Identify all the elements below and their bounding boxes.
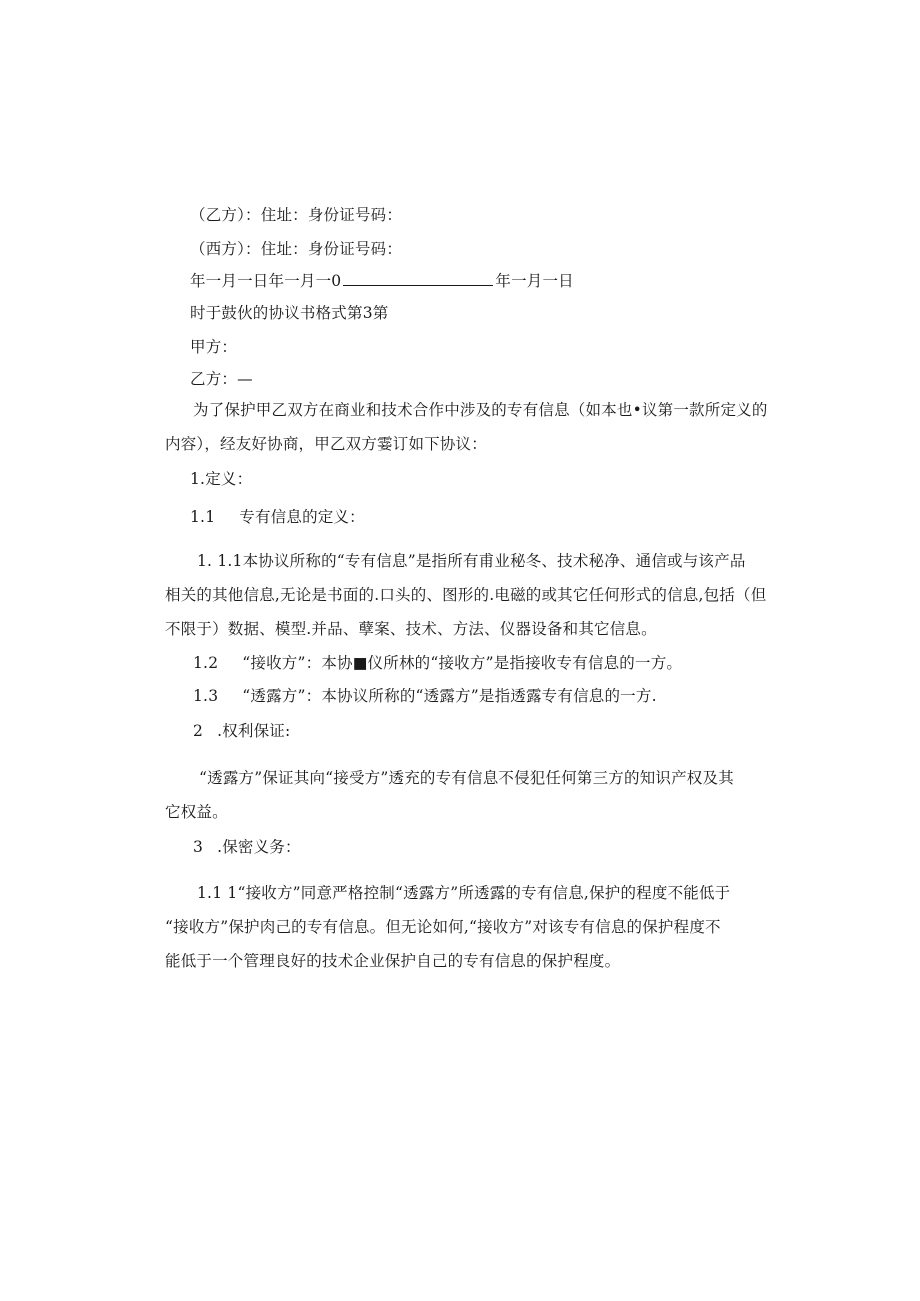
section3-title: .保密义务： bbox=[217, 838, 301, 856]
section2-heading bbox=[193, 720, 290, 742]
clause-1-1-title: 专有信息的定义： bbox=[239, 508, 365, 526]
section3-line-1: 1.1 1“接收方”同意严格控制“透露方”所透露的专有信息,保护的程度不能低于 bbox=[197, 884, 731, 902]
clause-1-1-1-paragraph bbox=[165, 544, 766, 646]
doc-title: 时于鼓伙的协议书格式第3第 bbox=[190, 304, 389, 322]
date-blank bbox=[343, 271, 493, 286]
intro-line-1: 为了保护甲乙双方在商业和技术合作中涉及的专有信息（如本也•议第一款所定义的 bbox=[193, 401, 768, 419]
clause-1-2 bbox=[193, 652, 682, 674]
section2-number: 2 bbox=[193, 722, 204, 740]
clause-1-3-text: “透露方”：本协议所称的“透露方”是指透露专有信息的一方. bbox=[242, 687, 657, 705]
party-c-line: （西方）：住址：身份证号码： bbox=[190, 240, 403, 258]
section2-paragraph bbox=[165, 761, 734, 829]
section3-line-2: “接收方”保护肉己的专有信息。但无论如何,“接收方”对该专有信息的保护程度不 bbox=[165, 918, 721, 936]
section3-paragraph bbox=[165, 876, 730, 978]
clause-1-1 bbox=[190, 506, 365, 528]
clause-1-1-1-line-2: 相关的其他信息,无论是书面的.口头的、图形的.电磁的或其它任何形式的信息,包括（但 bbox=[165, 586, 767, 604]
clause-1-3 bbox=[193, 685, 657, 707]
clause-1-1-1-line-1: 1. 1.1本协议所称的“专有信息”是指所有甫业秘冬、技术秘净、通信或与该产品 bbox=[197, 552, 746, 570]
party-a-label: 甲方： bbox=[190, 338, 238, 356]
clause-1-1-number: 1.1 bbox=[190, 508, 216, 526]
clause-1-2-number: 1.2 bbox=[193, 654, 219, 672]
date-line bbox=[190, 270, 574, 292]
section2-line-2: 它权益。 bbox=[165, 803, 228, 821]
party-b-label: 乙方：— bbox=[190, 370, 253, 388]
section2-title: .权利保证: bbox=[217, 722, 291, 740]
intro-paragraph bbox=[165, 393, 768, 461]
party-b-line: （乙方）：住址：身份证号码： bbox=[190, 206, 403, 224]
intro-line-2: 内容），经友好协商，甲乙双方霎订如下协议： bbox=[165, 435, 487, 453]
section2-line-1: “透露方”保证其向“接受方”透充的专有信息不侵犯任何第三方的知识产权及其 bbox=[199, 769, 734, 787]
section1-heading: 1.定义： bbox=[190, 470, 253, 488]
date-line-left: 年一月一日年一月一0 bbox=[190, 272, 342, 290]
clause-1-1-1-line-3: 不限于）数据、模型.并品、孽案、技术、方法、仪器设备和其它信息。 bbox=[165, 620, 657, 638]
date-line-right: 年一月一日 bbox=[495, 272, 574, 290]
section3-heading bbox=[193, 836, 301, 858]
section3-number: 3 bbox=[193, 838, 204, 856]
section3-line-3: 能低于一个管理良好的技术企业保护自己的专有信息的保护程度。 bbox=[165, 952, 621, 970]
clause-1-2-text: “接收方”：本协■仪所林的“接收方”是指接收专有信息的一方。 bbox=[242, 654, 683, 672]
clause-1-3-number: 1.3 bbox=[193, 687, 219, 705]
